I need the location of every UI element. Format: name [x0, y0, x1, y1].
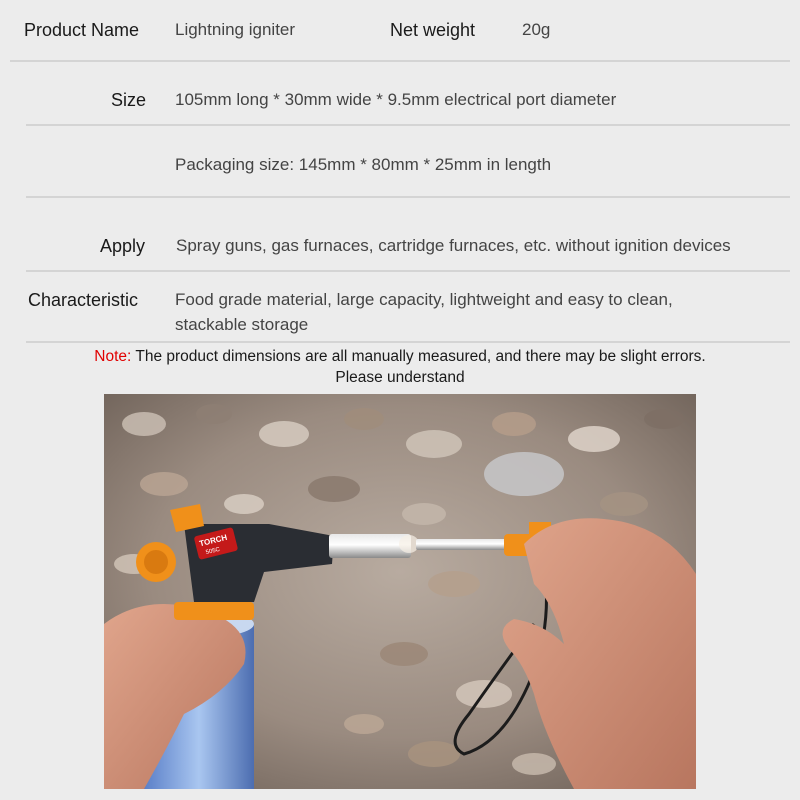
note-line1	[0, 346, 800, 367]
torch-model-text: 505C	[205, 546, 221, 557]
row-divider	[10, 60, 790, 62]
row-divider	[26, 196, 790, 198]
size-label: Size	[111, 90, 147, 110]
note-prefix: Note:	[94, 348, 132, 365]
net-weight-value: 20g	[522, 20, 551, 39]
characteristic-label: Characteristic	[28, 290, 139, 310]
row-divider	[26, 341, 790, 343]
note-text-line1: The product dimensions are all manually measured, and there may be slight errors.	[131, 348, 706, 365]
product-photo	[104, 394, 696, 789]
torch-brand-text: TORCH	[198, 532, 229, 549]
characteristic-value-line2: stackable storage	[175, 315, 309, 334]
net-weight-label: Net weight	[390, 20, 476, 40]
product-name-value: Lightning igniter	[175, 20, 296, 39]
apply-label: Apply	[100, 236, 146, 256]
measurement-note	[0, 346, 800, 388]
size-value: 105mm long * 30mm wide * 9.5mm electrical port diameter	[175, 90, 617, 109]
row-divider	[26, 124, 790, 126]
packaging-value: Packaging size: 145mm * 80mm * 25mm in length	[175, 155, 552, 174]
apply-value: Spray guns, gas furnaces, cartridge furnaces, etc. without ignition devices	[176, 236, 731, 255]
characteristic-value-line1: Food grade material, large capacity, lightweight and easy to clean,	[175, 290, 673, 309]
note-text-line2: Please understand	[335, 369, 465, 386]
product-name-label: Product Name	[24, 20, 140, 40]
row-divider	[26, 270, 790, 272]
